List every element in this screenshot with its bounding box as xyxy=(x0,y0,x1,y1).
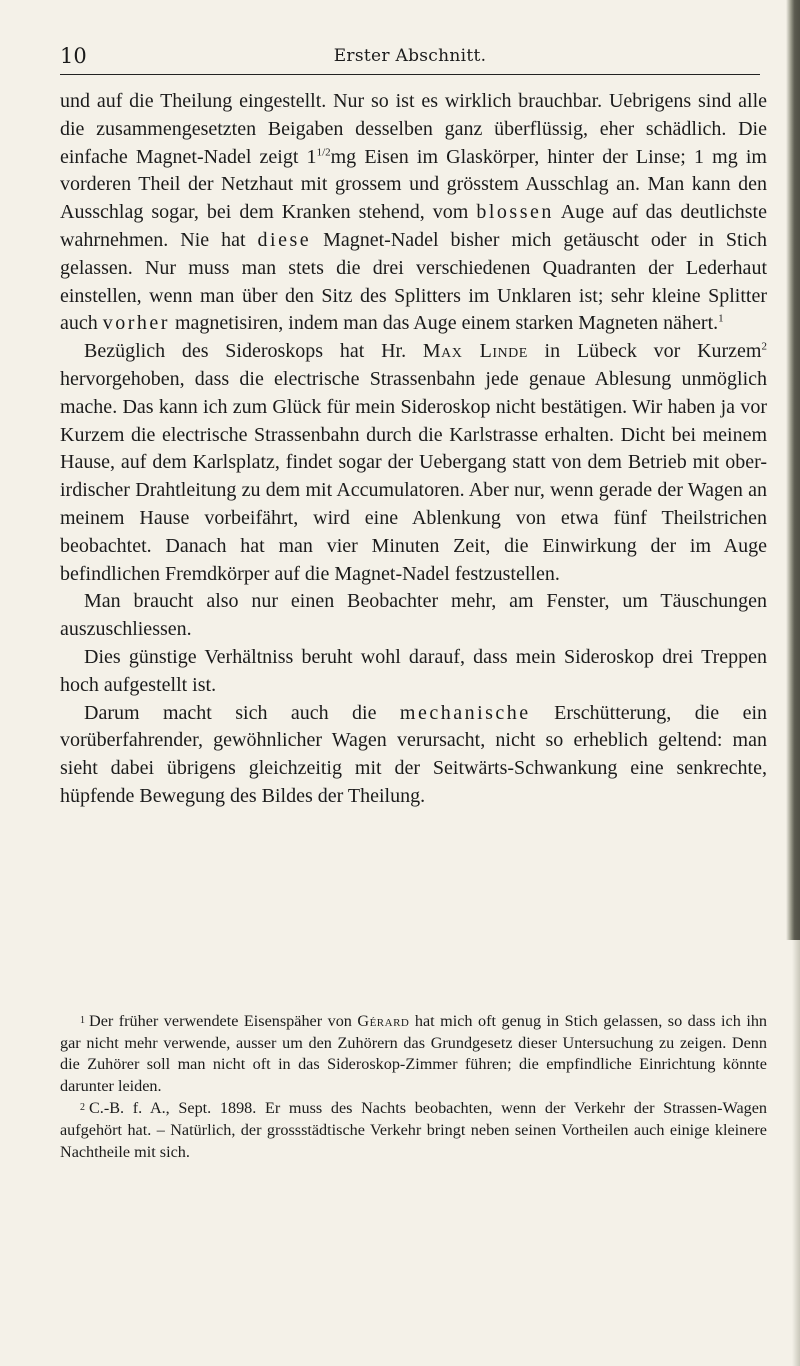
page-edge-tint xyxy=(792,0,800,1366)
emphasis-mechanische: mechanische xyxy=(399,701,531,724)
paragraph-3: Man braucht also nur einen Beobachter mehr, am Fenster, um Täuschungen auszuschliessen. xyxy=(60,590,767,641)
footnotes xyxy=(60,1010,767,1163)
footnote-1: 1 Der früher verwendete Eisenspäher von Gérard hat mich oft genug in Stich gelassen, so dass ich ihn gar nicht mehr verwende, ausser um den Zuhörern das Grundgesetz dieser Untersuchung zu zeigen. Denn die Zuhörer soll man nicht oft in das Sideroskop-Zimmer führen; die empfindliche Einrichtung könnte darunter leiden. xyxy=(60,1012,768,1095)
fraction: 1/2 xyxy=(316,145,331,158)
footnote-2: 2 C.-B. f. A., Sept. 1898. Er muss des Nachts beobachten, wenn der Verkehr der Strassen-Wagen aufgehört hat. – Natürlich, der grossstädtische Verkehr bringt neben seinen Vortheilen auch einige kleinere Nachtheile mit sich. xyxy=(60,1099,767,1161)
paragraph-5: Darum macht sich auch die mechanische Erschütterung, die ein vorüberfahrender, gewöhnlicher Wagen verursacht, nicht so erheblich geltend: man sieht dabei übrigens gleichzeitig mit der Seitwärts-Schwankung eine senkrechte, hüpfende Bewegung des Bildes der Theilung. xyxy=(60,701,767,807)
page-header xyxy=(60,44,760,75)
footnote-ref-1: 1 xyxy=(718,312,724,325)
paragraph-2: Bezüglich des Sideroskops hat Hr. Max Linde in Lübeck vor Kurzem$^2$ hervorgehoben, dass die electrische Strassenbahn jede genaue Ablesung unmöglich mache. Das kann ich zum Glück für mein Sideroskop nicht bestätigen. Wir haben ja vor Kurzem die electrische Strassenbahn durch die Karlstrasse erhalten. Dicht bei meinem Hause, auf dem Karlsplatz, findet sogar der Uebergang statt von dem Betrieb mit ober-irdischer Drahtleitung zu dem mit Accumulatoren. Aber nur, wenn gerade der Wagen an meinem Hause vorbeifährt, wird eine Ablenkung von etwa fünf Theilstrichen beobachtet. Danach hat man vier Minuten Zeit, die Einwirkung der im Auge befindlichen Fremdkörper auf die Magnet-Nadel festzustellen. xyxy=(60,340,767,585)
emphasis-blossen: blossen xyxy=(476,201,554,224)
page-number: 10 xyxy=(60,44,87,68)
footnote-author-name: Gérard xyxy=(357,1012,410,1030)
emphasis-diese: diese xyxy=(257,228,312,251)
footnote-ref-2: 2 xyxy=(761,340,767,353)
running-head: Erster Abschnitt. xyxy=(333,46,487,66)
author-name: Max Linde xyxy=(422,340,528,363)
emphasis-vorher: vorher xyxy=(102,312,170,335)
paragraph-4: Dies günstige Verhältniss beruht wohl darauf, dass mein Sideroskop drei Treppen hoch aufgestellt ist. xyxy=(60,645,767,696)
paragraph-1: und auf die Theilung eingestellt. Nur so ist es wirklich brauchbar. Uebrigens sind alle die zusammengesetzten Beigaben desselben ganz überflüssig, eher schädlich. Die einfache Magnet-Nadel zeigt $1^{1/2}mg$ Eisen im Glaskörper, hinter der Linse; 1 mg im vorderen Theil der Netzhaut mit grossem und grösstem Ausschlag an. Man kann den Ausschlag sogar, bei dem Kranken stehend, vom blossen Auge auf das deutlichste wahrnehmen. Nie hat diese Magnet-Nadel bisher mich getäuscht oder in Stich gelassen. Nur muss man stets die drei verschiedenen Quadranten der Lederhaut einstellen, wenn man über den Sitz des Splitters im Unklaren ist; sehr kleine Splitter auch vorher magnetisiren, indem man das Auge einem starken Magneten nähert.$^1$ xyxy=(60,90,767,335)
main-text xyxy=(60,88,767,811)
